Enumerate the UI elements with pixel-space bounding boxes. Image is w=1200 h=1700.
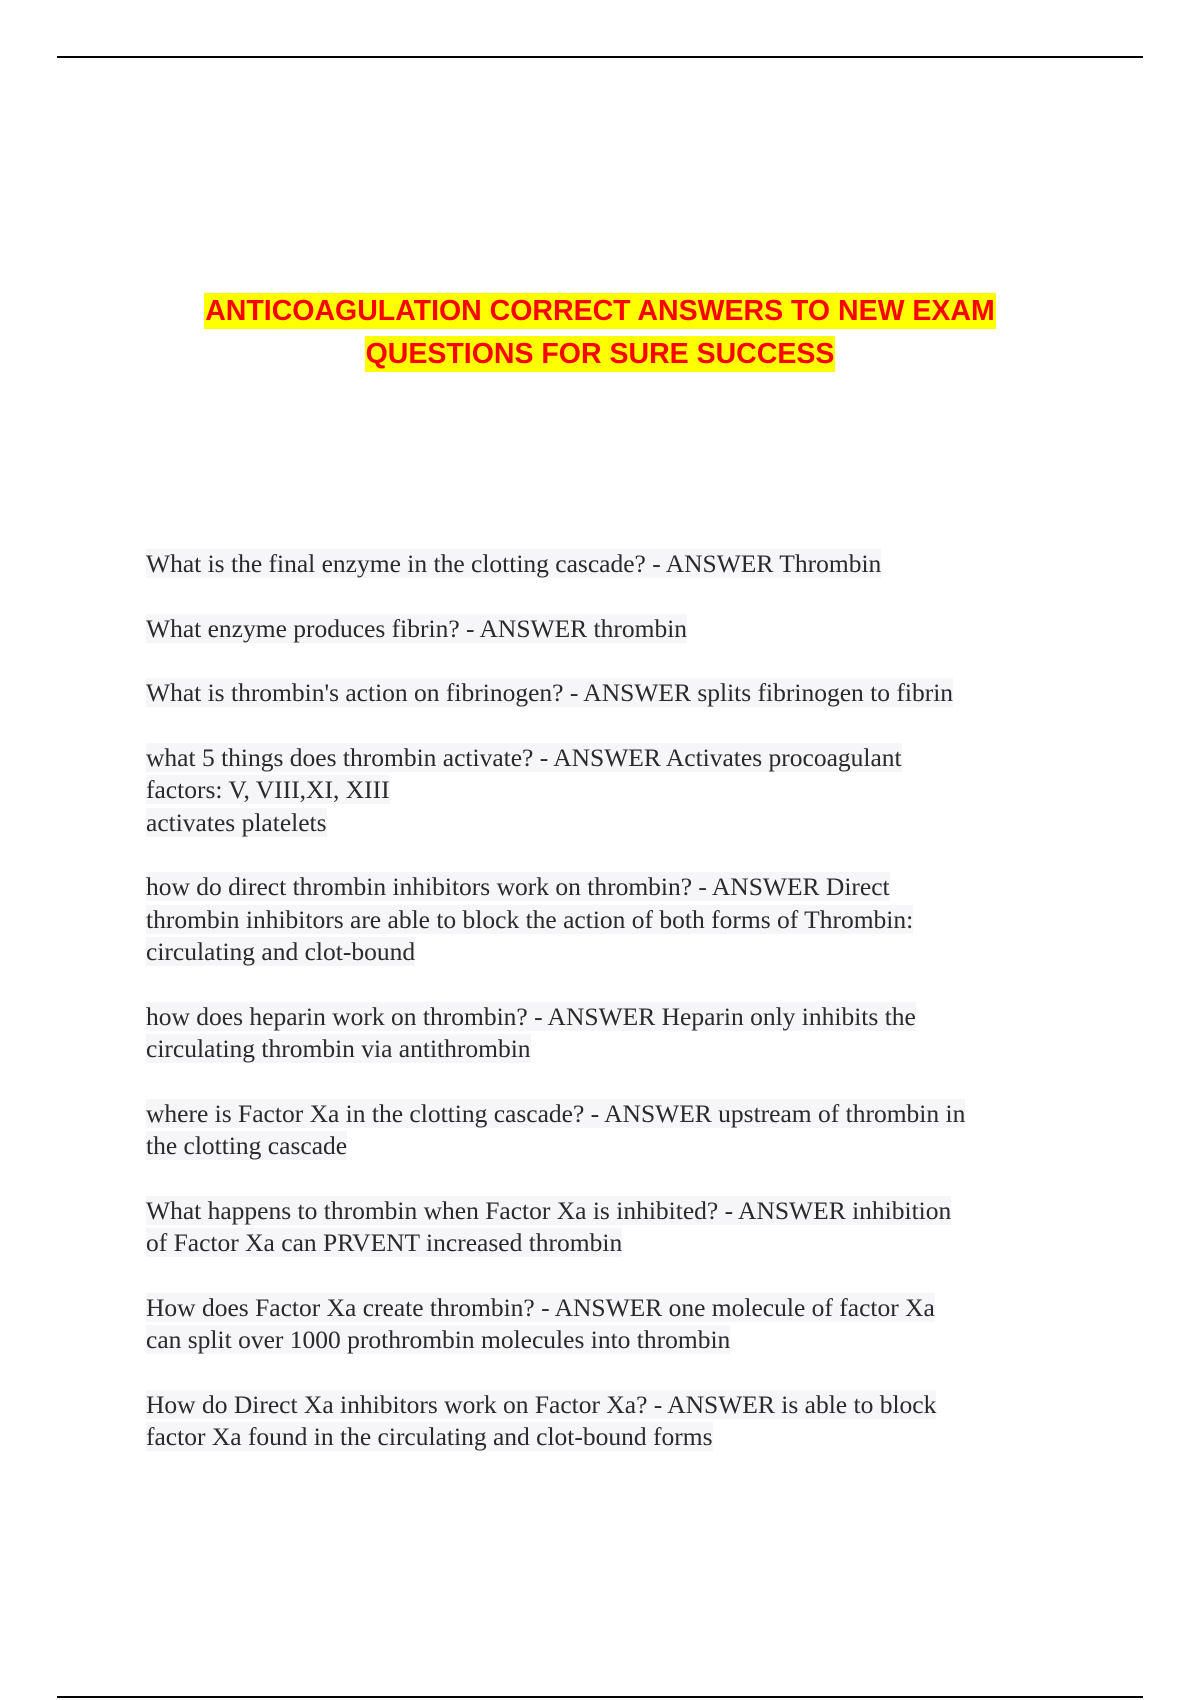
qa-line: factors: V, VIII,XI, XIII <box>146 775 390 804</box>
top-divider <box>57 56 1143 58</box>
qa-line: What happens to thrombin when Factor Xa is inhibited? - ANSWER inhibition <box>146 1195 952 1225</box>
qa-line: circulating and clot-bound <box>146 937 416 966</box>
bottom-divider <box>57 1696 1143 1698</box>
qa-line: where is Factor Xa in the clotting cascade? - ANSWER upstream of thrombin in <box>146 1098 966 1128</box>
qa-line: What is thrombin's action on fibrinogen? - ANSWER splits fibrinogen to fibrin <box>146 678 954 707</box>
qa-line: activates platelets <box>146 807 327 837</box>
qa-item <box>146 1195 1076 1260</box>
qa-item <box>146 677 1076 710</box>
qa-item <box>146 1389 1076 1454</box>
qa-line: What enzyme produces fibrin? - ANSWER thrombin <box>146 613 688 643</box>
qa-line: How does Factor Xa create thrombin? - ANSWER one molecule of factor Xa <box>146 1292 935 1322</box>
qa-line: how does heparin work on thrombin? - ANSWER Heparin only inhibits the <box>146 1001 916 1031</box>
qa-line: circulating thrombin via antithrombin <box>146 1034 531 1063</box>
document-title <box>60 290 1140 376</box>
qa-line: the clotting cascade <box>146 1131 348 1160</box>
qa-line: can split over 1000 prothrombin molecules into thrombin <box>146 1325 731 1354</box>
qa-line: of Factor Xa can PRVENT increased thrombin <box>146 1228 623 1257</box>
qa-line: what 5 things does thrombin activate? - ANSWER Activates procoagulant <box>146 742 902 772</box>
qa-line: How do Direct Xa inhibitors work on Factor Xa? - ANSWER is able to block <box>146 1389 937 1419</box>
qa-item <box>146 1292 1076 1357</box>
qa-item <box>146 871 1076 969</box>
qa-line: thrombin inhibitors are able to block the action of both forms of Thrombin: <box>146 904 914 934</box>
qa-list <box>146 548 1076 1486</box>
title-line-1: ANTICOAGULATION CORRECT ANSWERS TO NEW EXAM <box>205 295 995 327</box>
qa-line: how do direct thrombin inhibitors work on thrombin? - ANSWER Direct <box>146 872 890 901</box>
qa-item <box>146 1098 1076 1163</box>
qa-item <box>146 742 1076 840</box>
qa-line: What is the final enzyme in the clotting cascade? - ANSWER Thrombin <box>146 549 882 578</box>
qa-item <box>146 548 1076 581</box>
qa-item <box>146 613 1076 646</box>
title-line-2: QUESTIONS FOR SURE SUCCESS <box>365 338 835 370</box>
qa-item <box>146 1001 1076 1066</box>
qa-line: factor Xa found in the circulating and clot-bound forms <box>146 1422 713 1451</box>
